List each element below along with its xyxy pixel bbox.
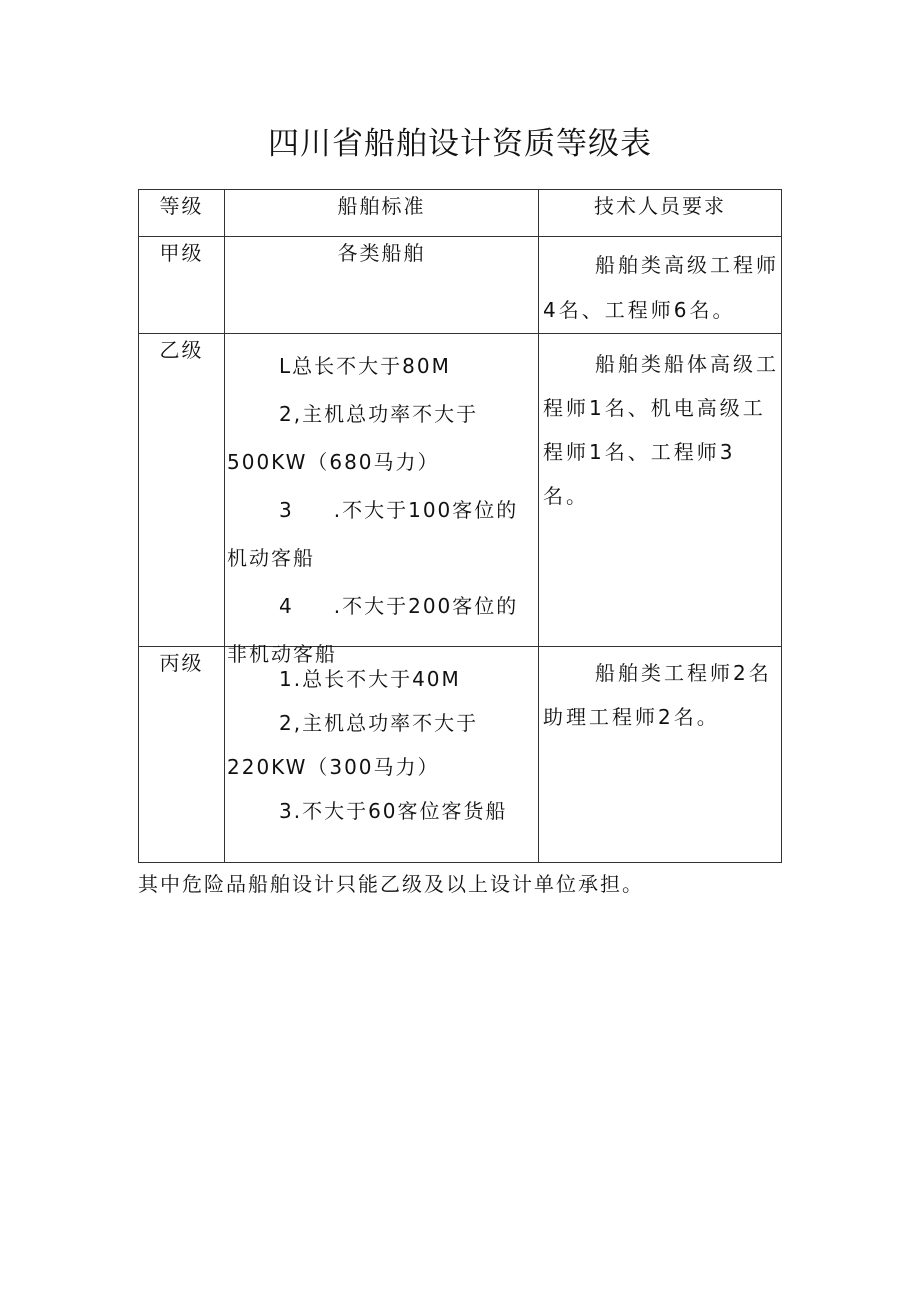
standard-line: 2,主机总功率不大于 [279,402,479,426]
standard-line: 3.不大于60客位客货船 [279,799,508,823]
standard-line: 1.总长不大于40M [279,667,461,691]
header-grade: 等级 [139,190,225,237]
table-row [139,647,782,863]
standard-line: 机动客船 [227,546,315,570]
table-header-row [139,190,782,237]
grade-cell: 丙级 [139,647,225,863]
requirement-cell [539,237,782,334]
requirement-text: 船舶类高级工程师4名、工程师6名。 [543,253,779,322]
footnote: 其中危险品船舶设计只能乙级及以上设计单位承担。 [138,872,644,896]
item-number: 4 [279,594,294,618]
standard-list [225,334,538,666]
item-text: .不大于200客位的 [333,594,519,618]
item-number: 3 [279,498,294,522]
item-text: .不大于100客位的 [333,498,519,522]
requirement-text: 船舶类船体高级工程师1名、机电高级工程师1名、工程师3名。 [543,352,779,508]
standard-cell: 各类船舶 [225,237,539,334]
standard-line: 220KW（300马力） [227,755,440,779]
requirement-cell [539,334,782,647]
standard-line: 500KW（680马力） [227,450,440,474]
requirement-cell [539,647,782,863]
standard-line [227,582,532,630]
table-row [139,334,782,647]
requirement-text: 船舶类工程师2名助理工程师2名。 [543,661,772,729]
grade-cell: 甲级 [139,237,225,334]
standard-cell [225,334,539,666]
standard-line: L总长不大于80M [279,354,451,378]
table-row [139,237,782,334]
standard-line: 2,主机总功率不大于 [279,711,479,735]
standard-line [227,486,532,534]
qualification-table [138,189,782,863]
standard-cell [225,647,539,863]
grade-cell: 乙级 [139,334,225,647]
standard-line: 非机动客船 [227,642,337,666]
header-requirement: 技术人员要求 [539,190,782,237]
header-standard: 船舶标准 [225,190,539,237]
page-title: 四川省船舶设计资质等级表 [268,126,652,162]
